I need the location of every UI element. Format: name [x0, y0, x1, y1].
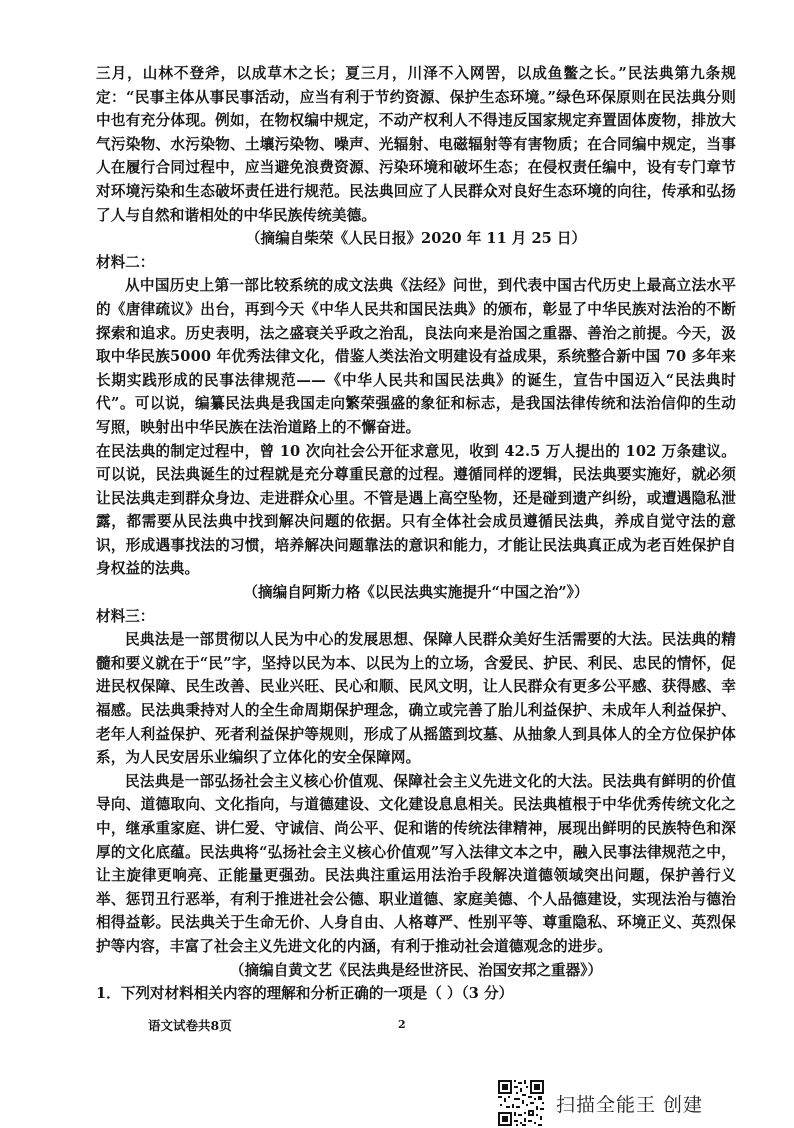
material-two-source: （摘编自阿斯力格《以民法典实施提升“中国之治”》）: [243, 584, 589, 602]
watermark-text: 扫描全能王 创建: [556, 1093, 704, 1116]
scanner-watermark: [496, 1078, 703, 1128]
material-two-label: 材料二：: [96, 253, 155, 271]
material-one-tail-paragraph: 三月，山林不登斧，以成草木之长；夏三月，川泽不入网罟，以成鱼鳖之长。”民法典第九条规定：“民事主体从事民事活动，应当有利于节约资源、保护生态环境。”绿色环保原则在民法典分则中也有充分体现。例如，在物权编中规定，不动产权利人不得违反国家规定弃置固体废物，排放大气污染物、水污染物、土壤污染物、噪声、光辐射、电磁辐射等有害物质；在合同编中规定，当事人在履行合同过程中，应当避免浪费资源、污染环境和破坏生态；在侵权责任编中，设有专门章节对环境污染和生态破坏责任进行规范。民法典回应了人民群众对良好生态环境的向往，传承和弘扬了人与自然和谐相处的中华民族传统美德。: [96, 65, 736, 224]
material-two-paragraph-2: 在民法典的制定过程中，曾 10 次向社会公开征求意见，收到 42.5 万人提出的 102 万条建议。可以说，民法典诞生的过程就是充分尊重民意的过程。遵循同样的逻辑，民法典要实施好，就必须让民法典走到群众身边、走进群众心里。不管是遇上高空坠物，还是碰到遗产纠纷，或遭遇隐私泄露，都需要从民法典中找到解决问题的依据。只有全体社会成员遵循民法典，养成自觉守法的意识，形成遇事找法的习惯，培养解决问题靠法的意识和能力，才能让民法典真正成为老百姓保护自身权益的法典。: [96, 442, 736, 578]
document-page: [96, 62, 736, 1006]
exam-footer-label: 语文试卷共8页: [148, 1018, 232, 1033]
qr-code-icon: [496, 1078, 546, 1128]
material-two-paragraph-1: 从中国历史上第一部比较系统的成文法典《法经》问世，到代表中国古代历史上最高立法水平的《唐律疏议》出台，再到今天《中华人民共和国民法典》的颁布，彰显了中华民族对法治的不断探索和追求。历史表明，法之盛衰关乎政之治乱，良法向来是治国之重器、善治之前提。今天，汲取中华民族5000 年优秀法律文化，借鉴人类法治文明建设有益成果，系统整合新中国 70 多年来长期实践形成的民事法律规范——《中华人民共和国民法典》的诞生，宣告中国迈入“民法典时代”。可以说，编纂民法典是我国走向繁荣强盛的象征和标志，是我国法律传统和法治信仰的生动写照，映射出中华民族在法治道路上的不懈奋进。: [96, 277, 736, 436]
material-three-paragraph-2: 民法典是一部弘扬社会主义核心价值观、保障社会主义先进文化的大法。民法典有鲜明的价值导向、道德取向、文化指向，与道德建设、文化建设息息相关。民法典植根于中华优秀传统文化之中，继承重家庭、讲仁爱、守诚信、尚公平、促和谐的传统法律精神，展现出鲜明的民族特色和深厚的文化底蕴。民法典将“弘扬社会主义核心价值观”写入法律文本之中，融入民事法律规范之中，让主旋律更响亮、正能量更强劲。民法典注重运用法治手段解决道德领域突出问题，保护善行义举、惩罚丑行恶举，有利于推进社会公德、职业道德、家庭美德、个人品德建设，实现法治与德治相得益彰。民法典关于生命无价、人身自由、人格尊严、性别平等、尊重隐私、环境正义、英烈保护等内容，丰富了社会主义先进文化的内涵，有利于推动社会道德观念的进步。: [96, 772, 736, 955]
material-three-label: 材料三：: [96, 607, 155, 625]
material-one-source: （摘编自柴荣《人民日报》2020 年 11 月 25 日）: [245, 230, 587, 248]
page-number: 2: [398, 1018, 406, 1031]
material-three-source: （摘编自黄文艺《民法典是经世济民、治国安邦之重器》）: [229, 961, 603, 979]
material-three-paragraph-1: 民典法是一部贯彻以人民为中心的发展思想、保障人民群众美好生活需要的大法。民法典的精髓和要义就在于“民”字，坚持以民为本、以民为上的立场，含爱民、护民、利民、忠民的情怀，促进民权保障、民生改善、民业兴旺、民心和顺、民风文明，让人民群众有更多公平感、获得感、幸福感。民法典秉持对人的全生命周期保护理念，确立或完善了胎儿利益保护、未成年人利益保护、老年人利益保护、死者利益保护等规则，形成了从摇篮到坟墓、从抽象人到具体人的全方位保护体系，为人民安居乐业编织了立体化的安全保障网。: [96, 631, 736, 767]
question-1: 1．下列对材料相关内容的理解和分析正确的一项是（ ）（3 分）: [96, 985, 514, 1003]
